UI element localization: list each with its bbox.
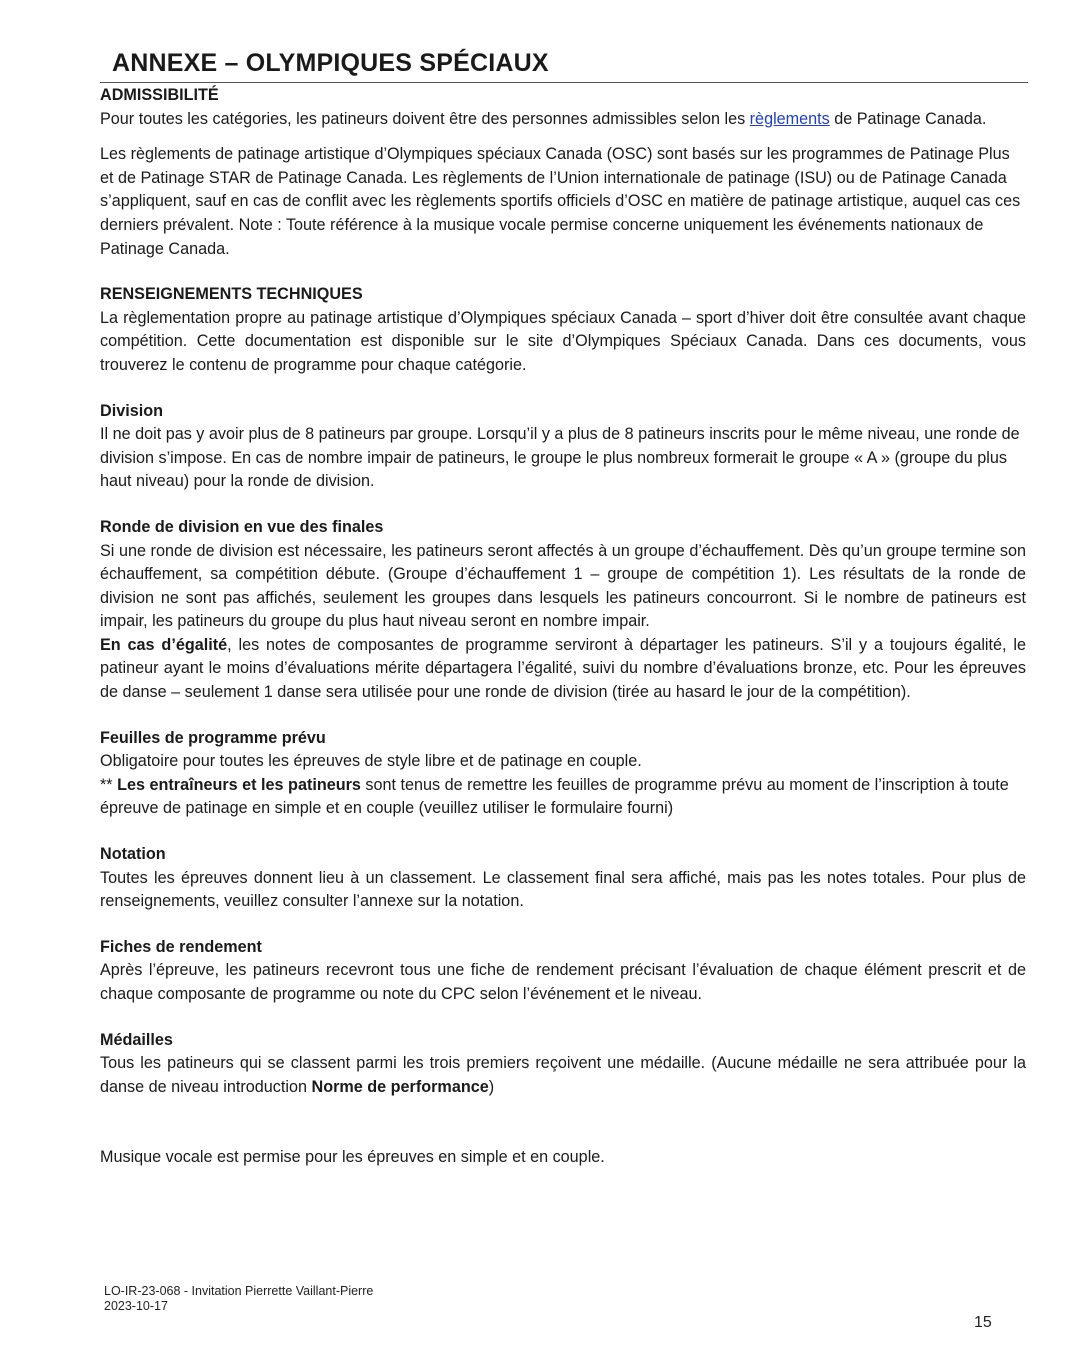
page-number: 15 xyxy=(974,1314,992,1331)
page-title: ANNEXE – OLYMPIQUES SPÉCIAUX xyxy=(112,49,549,77)
egalite-text: , les notes de composantes de programme serviront à départager les patineurs. S’il y a toujours égalité, le patineur ayant le moins d’évaluations mérite départagera l’égalité, suivi du nombre d’évaluations bronze, etc. Pour les épreuves de danse – seulement 1 danse sera utilisée pour une ronde de division (tirée au hasard le jour de la compétition). xyxy=(100,635,1026,702)
section-heading-fiches: Fiches de rendement xyxy=(100,937,262,956)
feuilles-text: sont tenus de remettre les feuilles de programme prévu au moment de l’inscription à toute épreuve de patinage en simple et en couple (veuillez utiliser le formulaire fourni) xyxy=(100,775,1009,818)
footer-document-code: LO-IR-23-068 - Invitation Pierrette Vaillant-Pierre xyxy=(104,1284,374,1298)
medailles-bold-text: Norme de performance xyxy=(311,1077,489,1096)
fiches-paragraph: Après l’épreuve, les patineurs recevront tous une fiche de rendement précisant l’évaluation de chaque élément prescrit et de chaque composante de programme ou note du CPC selon l’événement et le niveau. xyxy=(100,961,1026,1003)
feuilles-stars: ** xyxy=(100,775,118,794)
reglements-link[interactable]: règlements xyxy=(749,109,830,128)
notation-paragraph: Toutes les épreuves donnent lieu à un classement. Le classement final sera affiché, mais pas les notes totales. Pour plus de renseignements, veuillez consulter l’annexe sur la notation. xyxy=(100,868,1026,911)
title-divider xyxy=(100,82,1028,83)
ronde-paragraph-egalite xyxy=(100,634,1026,705)
footer-info xyxy=(104,1284,373,1314)
footer-date: 2023-10-17 xyxy=(104,1299,168,1313)
document-body xyxy=(100,84,1026,1170)
section-heading-renseignements: RENSEIGNEMENTS TECHNIQUES xyxy=(100,285,363,304)
renseignements-paragraph: La règlementation propre au patinage artistique d’Olympiques spéciaux Canada – sport d’hiver doit être consultée avant chaque compétition. Cette documentation est disponible sur le site d’Olympiques Spéciaux Canada. Dans ces documents, vous trouverez le contenu de programme pour chaque catégorie. xyxy=(100,308,1026,374)
section-heading-medailles: Médailles xyxy=(100,1030,173,1049)
section-heading-notation: Notation xyxy=(100,845,166,864)
musique-paragraph: Musique vocale est permise pour les épreuves en simple et en couple. xyxy=(100,1148,605,1167)
feuilles-paragraph-1: Obligatoire pour toutes les épreuves de style libre et de patinage en couple. xyxy=(100,752,642,771)
medailles-paragraph xyxy=(100,1052,1026,1099)
admissibilite-text-before-link: Pour toutes les catégories, les patineurs doivent être des personnes admissibles selon les xyxy=(100,109,750,128)
egalite-bold-text: En cas d’égalité xyxy=(100,635,228,654)
division-paragraph: Il ne doit pas y avoir plus de 8 patineurs par groupe. Lorsqu’il y a plus de 8 patineurs inscrits pour le même niveau, une ronde de division s’impose. En cas de nombre impair de patineurs, le groupe le plus nombreux formerait le groupe « A » (groupe du plus haut niveau) pour la ronde de division. xyxy=(100,425,1020,491)
ronde-paragraph-1: Si une ronde de division est nécessaire, les patineurs seront affectés à un groupe d’échauffement. Dès qu’un groupe termine son échauffement, sa compétition débute. (Groupe d’échauffement 1 – groupe de compétition 1). Les résultats de la ronde de division ne sont pas affichés, seulement les groupes dans lesquels les patineurs concourront. Si le nombre de patineurs est impair, les patineurs du groupe du plus haut niveau seront en nombre impair. xyxy=(100,541,1026,631)
section-heading-division: Division xyxy=(100,401,163,420)
feuilles-paragraph-2 xyxy=(100,774,1026,821)
medailles-close: ) xyxy=(488,1077,495,1096)
admissibilite-paragraph-1 xyxy=(100,108,1026,132)
section-heading-ronde: Ronde de division en vue des finales xyxy=(100,517,384,536)
admissibilite-paragraph-2: Les règlements de patinage artistique d’Olympiques spéciaux Canada (OSC) sont basés sur les programmes de Patinage Plus et de Patinage STAR de Patinage Canada. Les règlements de l’Union internationale de patinage (ISU) ou de Patinage Canada s’appliquent, sauf en cas de conflit avec les règlements sportifs officiels d’OSC en matière de patinage artistique, auquel cas ces derniers prévalent. Note : Toute référence à la musique vocale permise concerne uniquement les événements nationaux de Patinage Canada. xyxy=(100,145,1021,258)
admissibilite-text-after-link: de Patinage Canada. xyxy=(829,109,987,128)
section-heading-feuilles: Feuilles de programme prévu xyxy=(100,728,326,747)
section-heading-admissibilite: ADMISSIBILITÉ xyxy=(100,86,219,104)
feuilles-bold-text: Les entraîneurs et les patineurs xyxy=(117,775,361,794)
medailles-text: Tous les patineurs qui se classent parmi les trois premiers reçoivent une médaille. (Aucune médaille ne sera attribuée pour la danse de niveau introduction xyxy=(100,1054,1026,1096)
